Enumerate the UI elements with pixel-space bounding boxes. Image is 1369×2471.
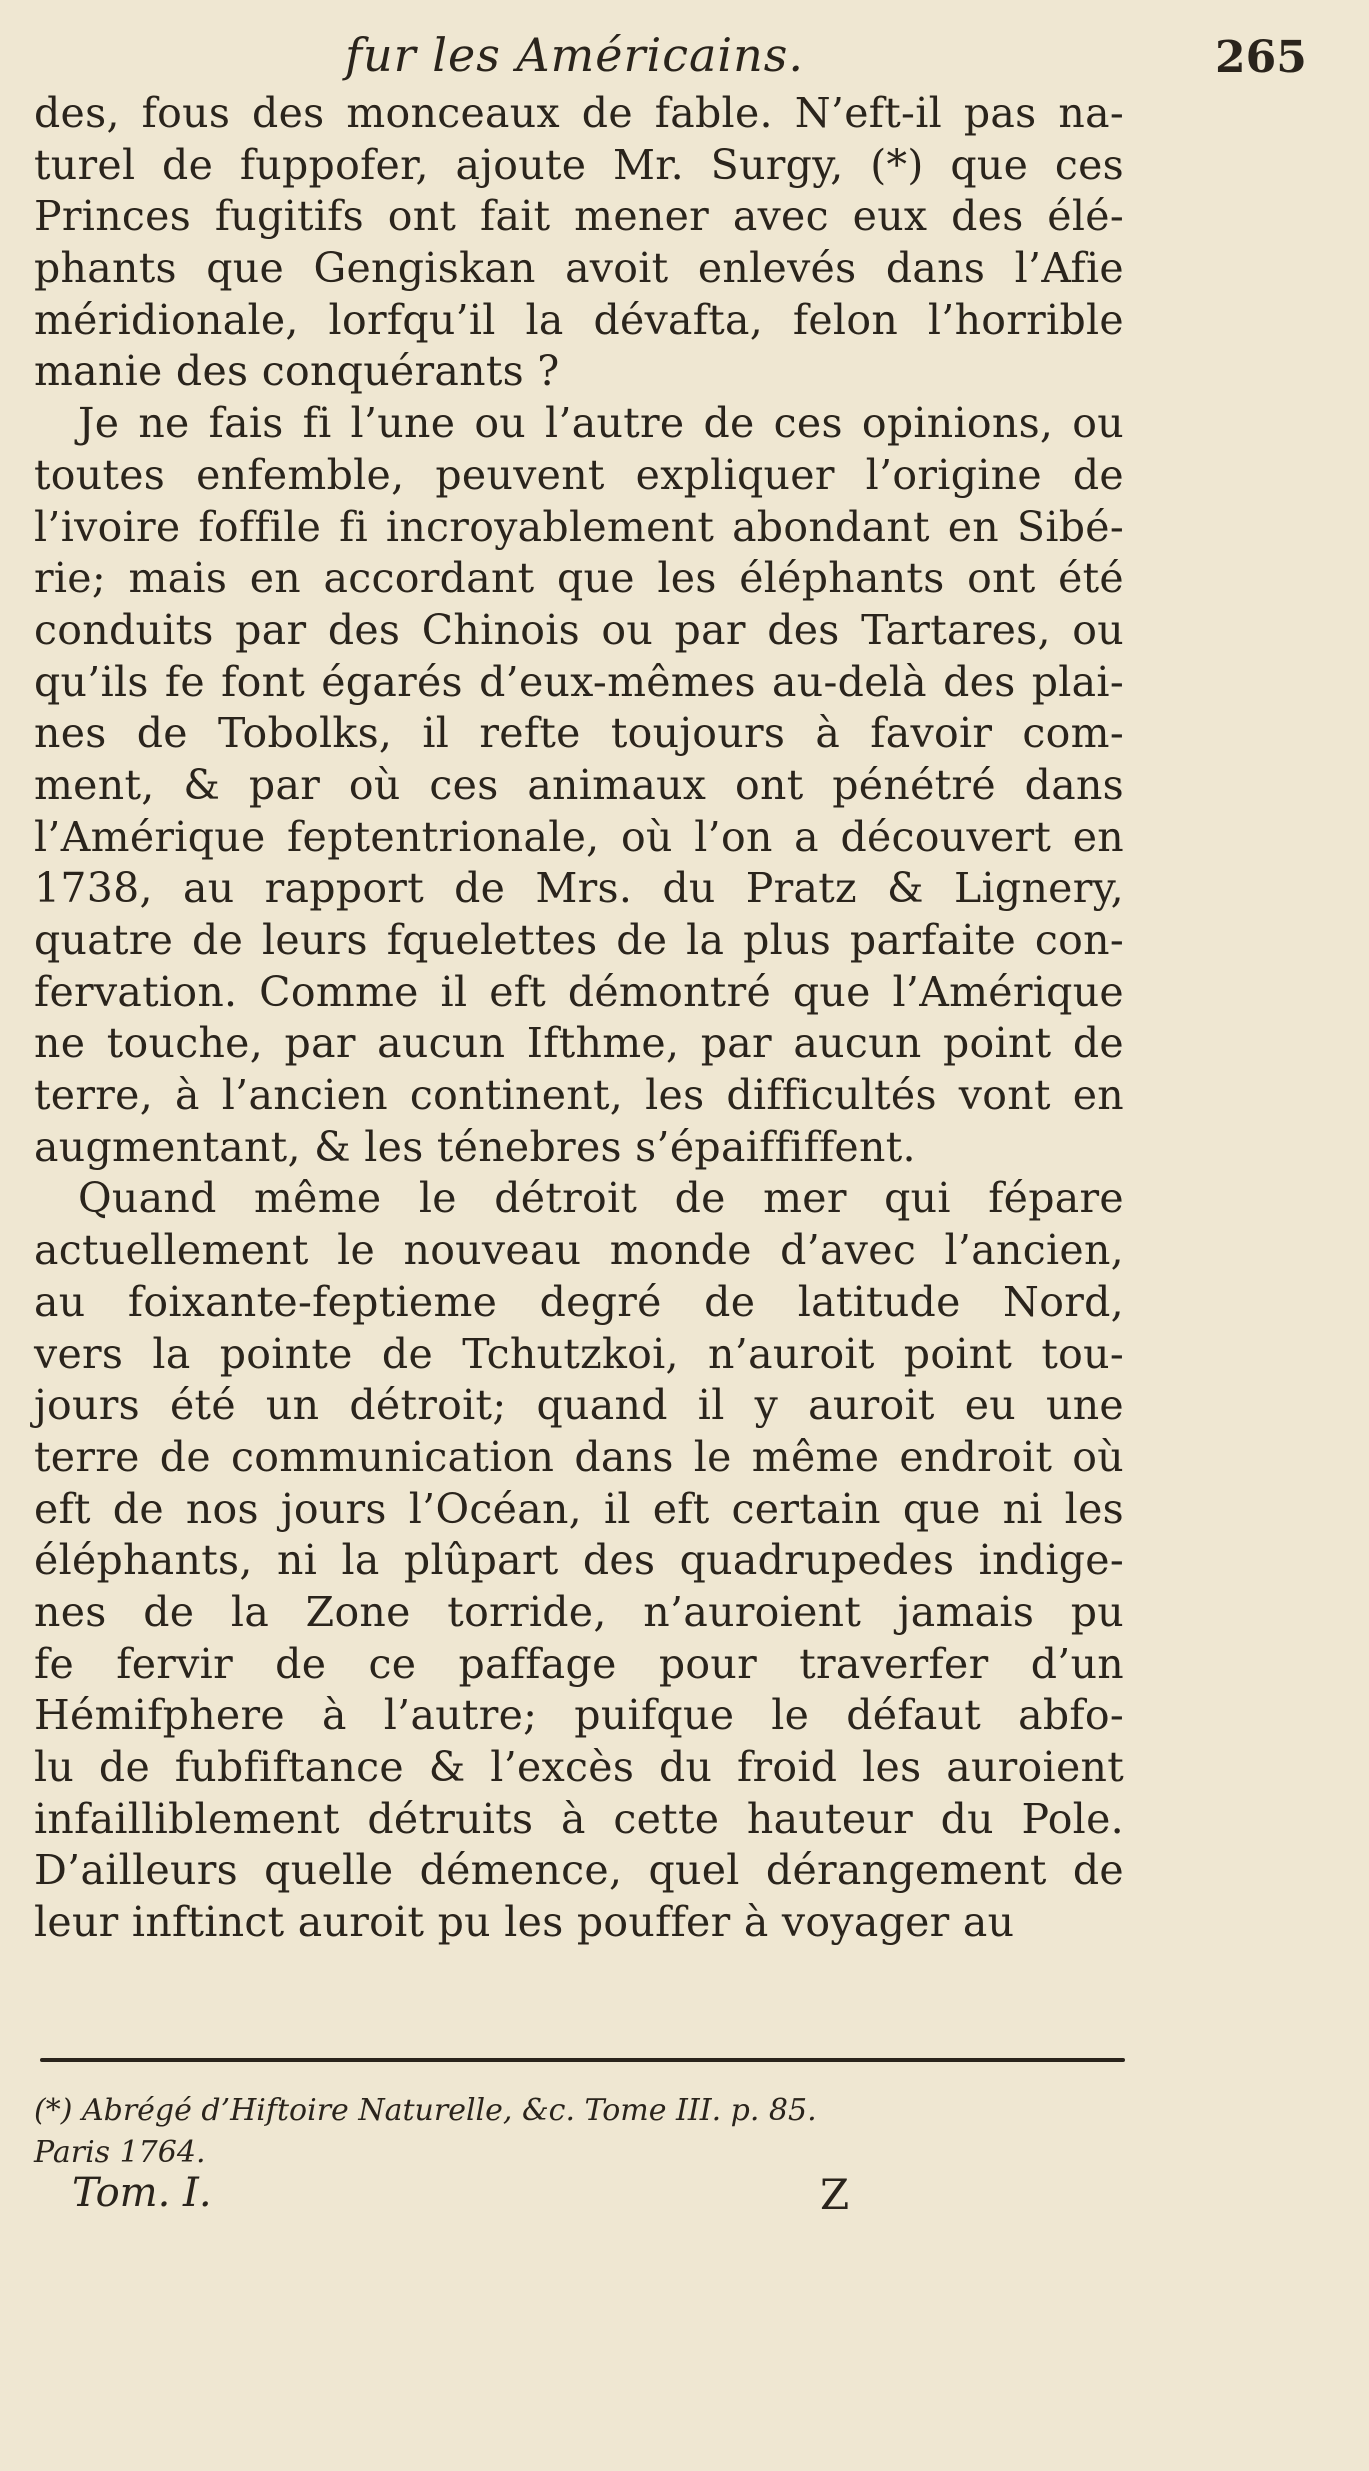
text-line: fervation. Comme il eft démontré que l’Amérique — [34, 967, 1124, 1016]
text-line: rie; mais en accordant que les éléphants ont été — [34, 554, 1124, 603]
text-line: eft de nos jours l’Océan, il eft certain que ni les — [34, 1484, 1124, 1533]
text-line: toutes enfemble, peuvent expliquer l’origine de — [34, 450, 1124, 499]
text-line: leur inftinct auroit pu les pouffer à voyager au — [34, 1898, 1015, 1947]
signature-line — [0, 2170, 1369, 2230]
signature-mark: Z — [820, 2170, 850, 2219]
text-line: Je ne fais fi l’une ou l’autre de ces opinions, ou — [78, 399, 1124, 448]
text-line: l’ivoire foffile fi incroyablement abondant en Sibé- — [34, 502, 1124, 551]
text-line: ment, & par où ces animaux ont pénétré dans — [34, 760, 1124, 809]
text-line: au foixante-feptieme degré de latitude Nord, — [34, 1277, 1124, 1326]
text-line: nes de la Zone torride, n’auroient jamais pu — [34, 1587, 1124, 1636]
footnote-line-1: (*) Abrégé d’Hiftoire Naturelle, &c. Tome III. p. 85. — [34, 2093, 817, 2128]
text-line: jours été un détroit; quand il y auroit eu une — [34, 1381, 1124, 1430]
text-line: manie des conquérants ? — [34, 347, 560, 396]
text-line: terre, à l’ancien continent, les difficultés vont en — [34, 1071, 1124, 1120]
text-line: D’ailleurs quelle démence, quel dérangement de — [34, 1846, 1124, 1895]
text-line: quatre de leurs fquelettes de la plus parfaite con- — [34, 916, 1124, 964]
text-line: Hémifphere à l’autre; puifque le défaut abfo- — [34, 1691, 1124, 1740]
text-line: terre de communication dans le même endroit où — [34, 1432, 1124, 1481]
text-line: éléphants, ni la plûpart des quadrupedes indige- — [34, 1536, 1124, 1585]
footnote-line-2: Paris 1764. — [34, 2135, 206, 2170]
footnote-rule — [40, 2058, 1125, 2062]
page-header — [0, 10, 1369, 90]
text-line: ne touche, par aucun Ifthme, par aucun point de — [34, 1019, 1124, 1068]
footnote — [34, 2090, 1124, 2174]
text-line: augmentant, & les ténebres s’épaiffiffent. — [34, 1122, 916, 1171]
text-line: Quand même le détroit de mer qui fépare — [78, 1174, 1124, 1223]
text-line: turel de fuppofer, ajoute Mr. Surgy, (*) que ces — [34, 140, 1124, 189]
text-line: fe fervir de ce paffage pour traverfer d’un — [34, 1639, 1124, 1688]
text-line: Princes fugitifs ont fait mener avec eux des élé- — [34, 192, 1124, 241]
text-line: infailliblement détruits à cette hauteur du Pole. — [34, 1794, 1124, 1843]
text-line: nes de Tobolks, il refte toujours à favoir com- — [34, 709, 1124, 758]
text-line: des, fous des monceaux de fable. N’eft-il pas na- — [34, 89, 1124, 137]
text-line: méridionale, lorfqu’il la dévafta, felon l’horrible — [34, 295, 1124, 344]
body-text — [34, 88, 1124, 1949]
text-line: l’Amérique feptentrionale, où l’on a découvert en — [34, 812, 1124, 861]
text-line: vers la pointe de Tchutzkoi, n’auroit point tou- — [34, 1329, 1124, 1378]
text-line: actuellement le nouveau monde d’avec l’ancien, — [34, 1226, 1124, 1275]
text-line: phants que Gengiskan avoit enlevés dans l’Afie — [34, 244, 1124, 293]
text-line: conduits par des Chinois ou par des Tartares, ou — [34, 605, 1124, 654]
text-line: lu de fubfiftance & l’excès du froid les auroient — [34, 1743, 1124, 1791]
page-number: 265 — [1215, 32, 1307, 83]
running-head: fur les Américains. — [345, 28, 804, 82]
text-line: qu’ils fe font égarés d’eux-mêmes au-delà des plai- — [34, 657, 1124, 706]
tome-label: Tom. I. — [72, 2170, 212, 2216]
text-line: 1738, au rapport de Mrs. du Pratz & Lignery, — [34, 864, 1124, 913]
